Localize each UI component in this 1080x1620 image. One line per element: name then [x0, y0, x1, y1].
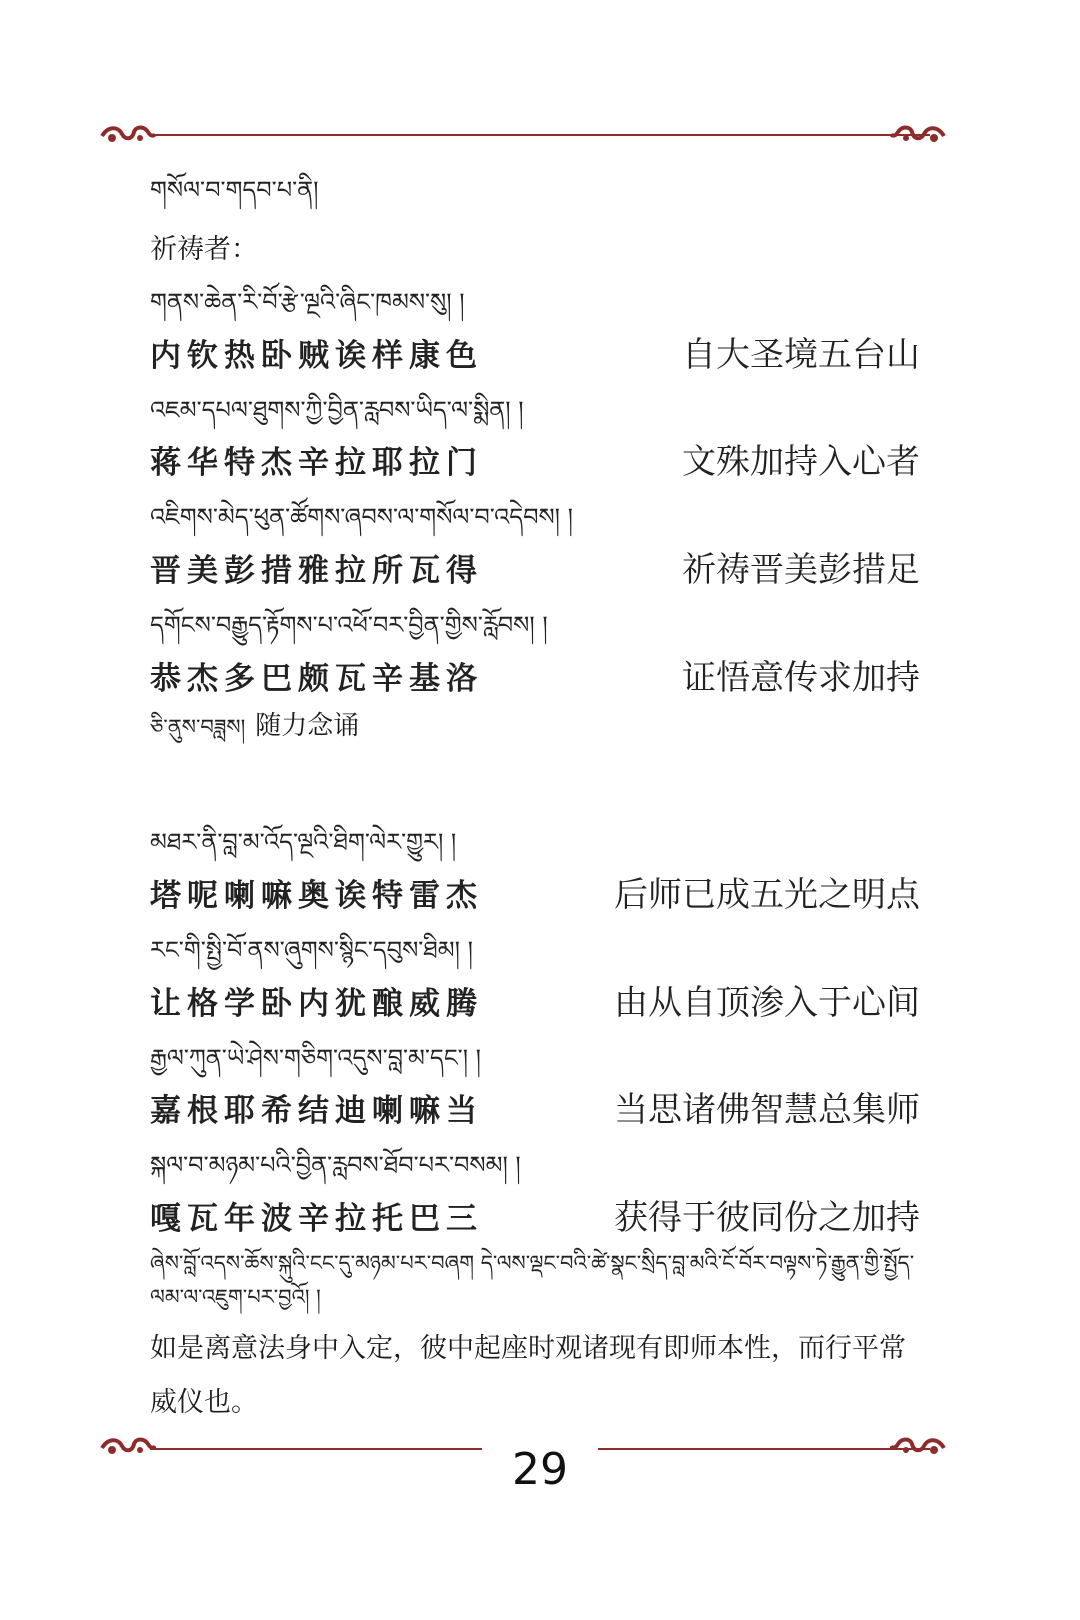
corner-ornament-bottom-right-icon: [890, 1432, 948, 1460]
recitation-note-tibetan: ཅི་ནུས་བཟླས།: [150, 714, 246, 739]
corner-ornament-top-right-icon: [890, 120, 948, 148]
verse-line: [150, 434, 920, 483]
invocation-tibetan: གསོལ་བ་གདབ་པ་ནི།: [150, 176, 319, 204]
verse-meaning: 获得于彼同份之加持: [614, 1198, 920, 1239]
bottom-frame-line-right: [598, 1448, 930, 1450]
verse-line: [150, 327, 920, 376]
corner-ornament-bottom-left-icon: [98, 1432, 156, 1460]
verse-tibetan: འཇིགས་མེད་ཕུན་ཚོགས་ཞབས་ལ་གསོལ་བ་འདེབས། །: [150, 503, 573, 532]
verse-line: [150, 1190, 920, 1239]
recitation-note: [150, 705, 920, 742]
verse-transliteration: 恭杰多巴颇瓦辛基洛: [150, 660, 483, 697]
verse-meaning: 文殊加持入心者: [682, 442, 920, 483]
verse-meaning: 当思诸佛智慧总集师: [614, 1090, 920, 1131]
verse-line: [150, 650, 920, 699]
verse-meaning: 自大圣境五台山: [682, 334, 920, 375]
verse-meaning: 祈祷晋美彭措足: [682, 550, 920, 591]
verse-block-2: [150, 828, 920, 1430]
invocation-chinese: 祈祷者：: [150, 233, 258, 265]
page-number: 29: [512, 1444, 568, 1495]
verse-tibetan: མཐར་ནི་བླ་མ་འོད་ལྔའི་ཐིག་ལེར་གྱུར། །: [150, 827, 457, 856]
verse-block-1: [150, 288, 920, 742]
verse-line: [150, 542, 920, 591]
verse-line: [150, 975, 920, 1024]
verse-transliteration: 蒋华特杰辛拉耶拉门: [150, 445, 483, 482]
recitation-note-chinese: 随力念诵: [255, 710, 360, 741]
verse-transliteration: 嘉根耶希结迪喇嘛当: [150, 1093, 483, 1130]
verse-transliteration: 晋美彭措雅拉所瓦得: [150, 553, 483, 590]
verse-transliteration: 嘎瓦年波辛拉托巴三: [150, 1201, 483, 1238]
verse-meaning: 证悟意传求加持: [682, 657, 920, 698]
corner-ornament-top-left-icon: [98, 120, 156, 148]
verse-transliteration: 内钦热卧贼诶样康色: [150, 337, 483, 374]
verse-tibetan: རྒྱལ་ཀུན་ཡེ་ཤེས་གཅིག་འདུས་བླ་མ་དང་། །: [150, 1043, 482, 1072]
verse-line: [150, 867, 920, 916]
verse-meaning: 由从自顶渗入于心间: [614, 982, 920, 1023]
verse-meaning: 后师已成五光之明点: [614, 874, 920, 915]
verse-tibetan: རང་གི་སྤྱི་བོ་ནས་ཞུགས་སྙིང་དབུས་ཐིམ། །: [150, 935, 473, 964]
bottom-frame-line-left: [150, 1448, 482, 1450]
verse-tibetan: སྐལ་བ་མཉམ་པའི་བྱིན་རླབས་ཐོབ་པར་བསམ། །: [150, 1151, 521, 1180]
verse-tibetan: དགོངས་བརྒྱུད་རྟོགས་པ་འཕོ་བར་བྱིན་གྱིས་རློབས། །: [150, 611, 548, 640]
page-content: [150, 176, 920, 1430]
verse-line: [150, 1082, 920, 1131]
verse-tibetan: གནས་ཆེན་རི་བོ་རྩེ་ལྔའི་ཞིང་ཁམས་སུ། །: [150, 287, 465, 316]
verse-tibetan: འཇམ་དཔལ་ཐུགས་ཀྱི་བྱིན་རླབས་ཡིད་ལ་སྨིན། །: [150, 395, 524, 424]
verse-transliteration: 让格学卧内犹酿威腾: [150, 985, 483, 1022]
closing-tibetan: ཞེས་བློ་འདས་ཆོས་སྐུའི་ངང་དུ་མཉམ་པར་བཞག དེ་ལས་ལྡང་བའི་ཚེ་སྣང་སྲིད་བླ་མའི་ངོ་བོར་བལྟས་ཏེ་རྒྱུན་གྱི་སྤྱོད་ལམ་ལ་འཇུག་པར་བྱའོ། །: [150, 1251, 915, 1309]
top-frame-line: [150, 134, 930, 136]
closing-chinese: 如是离意法身中入定，彼中起座时观诸现有即师本性，而行平常威仪也。: [150, 1333, 906, 1419]
verse-transliteration: 塔呢喇嘛奥诶特雷杰: [150, 877, 483, 914]
